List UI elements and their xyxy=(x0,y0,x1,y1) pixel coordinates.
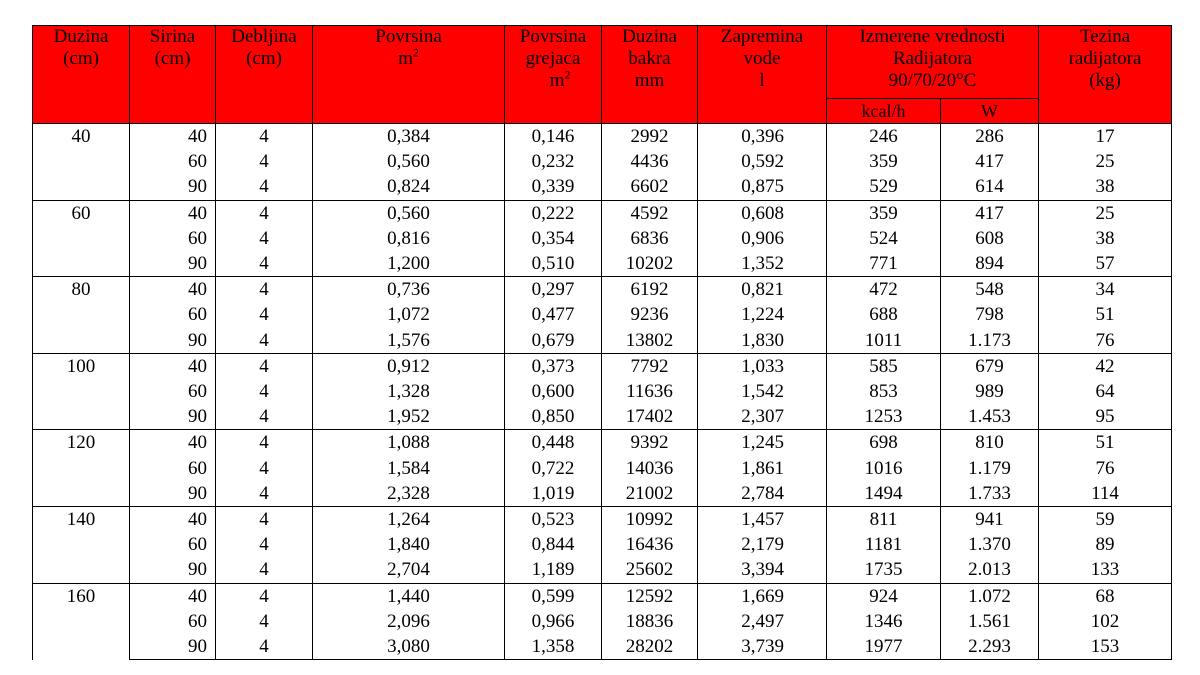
cell-sirina: 90 xyxy=(130,174,216,200)
cell-tezina: 76 xyxy=(1039,328,1172,354)
cell-sirina: 40 xyxy=(130,353,216,379)
cell-duzina-bakra: 4436 xyxy=(602,149,698,174)
cell-povrsina-grejaca: 0,232 xyxy=(505,149,602,174)
cell-w: 894 xyxy=(941,251,1039,277)
cell-sirina: 90 xyxy=(130,328,216,354)
cell-duzina-bakra: 11636 xyxy=(602,379,698,404)
cell-kcal: 853 xyxy=(827,379,941,404)
cell-tezina: 114 xyxy=(1039,481,1172,507)
cell-kcal: 585 xyxy=(827,353,941,379)
cell-kcal: 1181 xyxy=(827,532,941,557)
cell-kcal: 359 xyxy=(827,149,941,174)
cell-povrsina-grejaca: 0,222 xyxy=(505,200,602,226)
cell-debljina: 4 xyxy=(216,379,313,404)
cell-debljina: 4 xyxy=(216,149,313,174)
cell-povrsina: 0,912 xyxy=(313,353,505,379)
cell-debljina: 4 xyxy=(216,251,313,277)
cell-debljina: 4 xyxy=(216,226,313,251)
cell-zapremina-vode: 1,457 xyxy=(698,507,827,533)
cell-povrsina-grejaca: 0,448 xyxy=(505,430,602,456)
cell-tezina: 25 xyxy=(1039,149,1172,174)
cell-povrsina-grejaca: 0,844 xyxy=(505,532,602,557)
cell-povrsina: 0,736 xyxy=(313,277,505,303)
cell-tezina: 153 xyxy=(1039,634,1172,660)
cell-tezina: 38 xyxy=(1039,174,1172,200)
table-row xyxy=(33,481,1172,507)
cell-zapremina-vode: 3,739 xyxy=(698,634,827,660)
cell-duzina: 40 xyxy=(33,124,130,201)
cell-povrsina-grejaca: 0,373 xyxy=(505,353,602,379)
header-povrsina: Povrsina $m^2$ xyxy=(313,26,505,124)
cell-duzina-bakra: 7792 xyxy=(602,353,698,379)
cell-povrsina-grejaca: 0,722 xyxy=(505,456,602,481)
cell-sirina: 60 xyxy=(130,302,216,327)
cell-duzina: 160 xyxy=(33,583,130,660)
cell-sirina: 60 xyxy=(130,609,216,634)
cell-zapremina-vode: 1,033 xyxy=(698,353,827,379)
cell-sirina: 40 xyxy=(130,200,216,226)
cell-povrsina-grejaca: 0,510 xyxy=(505,251,602,277)
cell-sirina: 40 xyxy=(130,507,216,533)
table-row xyxy=(33,124,1172,150)
cell-sirina: 60 xyxy=(130,532,216,557)
cell-w: 1.072 xyxy=(941,583,1039,609)
header-povrsina-grejaca: Povrsina grejaca $m^2$ xyxy=(505,26,602,124)
cell-debljina: 4 xyxy=(216,328,313,354)
cell-sirina: 60 xyxy=(130,149,216,174)
table-row xyxy=(33,430,1172,456)
cell-zapremina-vode: 1,830 xyxy=(698,328,827,354)
cell-duzina-bakra: 9236 xyxy=(602,302,698,327)
cell-w: 2.013 xyxy=(941,557,1039,583)
table-row xyxy=(33,302,1172,327)
cell-debljina: 4 xyxy=(216,507,313,533)
cell-tezina: 102 xyxy=(1039,609,1172,634)
cell-debljina: 4 xyxy=(216,557,313,583)
header-w: W xyxy=(941,99,1039,124)
cell-kcal: 1735 xyxy=(827,557,941,583)
cell-w: 1.561 xyxy=(941,609,1039,634)
cell-kcal: 1253 xyxy=(827,404,941,430)
cell-tezina: 68 xyxy=(1039,583,1172,609)
cell-tezina: 51 xyxy=(1039,302,1172,327)
table-row xyxy=(33,609,1172,634)
cell-duzina-bakra: 13802 xyxy=(602,328,698,354)
cell-duzina-bakra: 21002 xyxy=(602,481,698,507)
header-tezina: Tezina radijatora (kg) xyxy=(1039,26,1172,124)
cell-zapremina-vode: 1,861 xyxy=(698,456,827,481)
cell-debljina: 4 xyxy=(216,430,313,456)
cell-kcal: 1016 xyxy=(827,456,941,481)
cell-kcal: 246 xyxy=(827,124,941,150)
cell-zapremina-vode: 2,307 xyxy=(698,404,827,430)
cell-w: 1.370 xyxy=(941,532,1039,557)
cell-duzina-bakra: 6836 xyxy=(602,226,698,251)
cell-duzina-bakra: 18836 xyxy=(602,609,698,634)
cell-povrsina: 1,088 xyxy=(313,430,505,456)
header-kcal: kcal/h xyxy=(827,99,941,124)
cell-duzina: 120 xyxy=(33,430,130,507)
cell-povrsina-grejaca: 0,679 xyxy=(505,328,602,354)
cell-kcal: 698 xyxy=(827,430,941,456)
cell-duzina-bakra: 17402 xyxy=(602,404,698,430)
cell-povrsina: 0,560 xyxy=(313,149,505,174)
cell-tezina: 89 xyxy=(1039,532,1172,557)
cell-tezina: 38 xyxy=(1039,226,1172,251)
table-row xyxy=(33,456,1172,481)
cell-duzina-bakra: 28202 xyxy=(602,634,698,660)
cell-sirina: 60 xyxy=(130,379,216,404)
table-row xyxy=(33,557,1172,583)
table-row xyxy=(33,328,1172,354)
table-row xyxy=(33,200,1172,226)
cell-kcal: 811 xyxy=(827,507,941,533)
cell-povrsina: 1,072 xyxy=(313,302,505,327)
cell-w: 941 xyxy=(941,507,1039,533)
cell-w: 417 xyxy=(941,149,1039,174)
cell-debljina: 4 xyxy=(216,302,313,327)
cell-povrsina: 1,952 xyxy=(313,404,505,430)
header-izmerene-vrednosti: Izmerene vrednosti Radijatora 90/70/20°C xyxy=(827,26,1039,99)
cell-tezina: 95 xyxy=(1039,404,1172,430)
cell-tezina: 34 xyxy=(1039,277,1172,303)
cell-sirina: 40 xyxy=(130,583,216,609)
cell-duzina-bakra: 9392 xyxy=(602,430,698,456)
cell-povrsina: 2,096 xyxy=(313,609,505,634)
cell-povrsina: 0,384 xyxy=(313,124,505,150)
cell-kcal: 472 xyxy=(827,277,941,303)
cell-sirina: 60 xyxy=(130,226,216,251)
radiator-spec-table xyxy=(32,25,1172,660)
cell-w: 1.179 xyxy=(941,456,1039,481)
table-row xyxy=(33,174,1172,200)
cell-debljina: 4 xyxy=(216,124,313,150)
cell-w: 679 xyxy=(941,353,1039,379)
cell-povrsina-grejaca: 0,600 xyxy=(505,379,602,404)
table-row xyxy=(33,634,1172,660)
cell-sirina: 90 xyxy=(130,634,216,660)
radiator-spec-table-container xyxy=(32,25,1171,660)
cell-sirina: 90 xyxy=(130,251,216,277)
cell-w: 798 xyxy=(941,302,1039,327)
cell-kcal: 359 xyxy=(827,200,941,226)
cell-povrsina: 1,840 xyxy=(313,532,505,557)
cell-kcal: 1977 xyxy=(827,634,941,660)
cell-w: 810 xyxy=(941,430,1039,456)
cell-zapremina-vode: 2,497 xyxy=(698,609,827,634)
cell-povrsina-grejaca: 0,966 xyxy=(505,609,602,634)
cell-w: 417 xyxy=(941,200,1039,226)
cell-debljina: 4 xyxy=(216,634,313,660)
cell-duzina-bakra: 2992 xyxy=(602,124,698,150)
cell-povrsina-grejaca: 1,358 xyxy=(505,634,602,660)
cell-sirina: 90 xyxy=(130,557,216,583)
cell-zapremina-vode: 1,224 xyxy=(698,302,827,327)
cell-povrsina: 1,328 xyxy=(313,379,505,404)
cell-povrsina: 0,560 xyxy=(313,200,505,226)
table-body xyxy=(33,124,1172,660)
cell-kcal: 524 xyxy=(827,226,941,251)
table-row xyxy=(33,532,1172,557)
header-debljina: Debljina (cm) xyxy=(216,26,313,124)
cell-duzina-bakra: 14036 xyxy=(602,456,698,481)
header-sirina: Sirina (cm) xyxy=(130,26,216,124)
cell-debljina: 4 xyxy=(216,174,313,200)
cell-duzina-bakra: 6192 xyxy=(602,277,698,303)
cell-kcal: 1346 xyxy=(827,609,941,634)
table-row xyxy=(33,226,1172,251)
cell-kcal: 688 xyxy=(827,302,941,327)
cell-w: 614 xyxy=(941,174,1039,200)
cell-kcal: 924 xyxy=(827,583,941,609)
cell-duzina: 140 xyxy=(33,507,130,584)
cell-tezina: 59 xyxy=(1039,507,1172,533)
table-row xyxy=(33,379,1172,404)
cell-w: 1.453 xyxy=(941,404,1039,430)
cell-povrsina: 1,440 xyxy=(313,583,505,609)
cell-kcal: 1011 xyxy=(827,328,941,354)
table-row xyxy=(33,277,1172,303)
cell-debljina: 4 xyxy=(216,583,313,609)
cell-povrsina-grejaca: 0,599 xyxy=(505,583,602,609)
cell-zapremina-vode: 2,179 xyxy=(698,532,827,557)
table-row xyxy=(33,251,1172,277)
cell-kcal: 771 xyxy=(827,251,941,277)
cell-debljina: 4 xyxy=(216,456,313,481)
cell-povrsina-grejaca: 0,297 xyxy=(505,277,602,303)
cell-w: 1.733 xyxy=(941,481,1039,507)
cell-zapremina-vode: 0,608 xyxy=(698,200,827,226)
cell-duzina-bakra: 16436 xyxy=(602,532,698,557)
cell-zapremina-vode: 3,394 xyxy=(698,557,827,583)
cell-zapremina-vode: 0,821 xyxy=(698,277,827,303)
cell-povrsina-grejaca: 0,339 xyxy=(505,174,602,200)
table-row xyxy=(33,507,1172,533)
cell-duzina-bakra: 25602 xyxy=(602,557,698,583)
cell-tezina: 57 xyxy=(1039,251,1172,277)
cell-tezina: 25 xyxy=(1039,200,1172,226)
cell-sirina: 40 xyxy=(130,277,216,303)
header-zapremina-vode: Zapremina vode l xyxy=(698,26,827,124)
header-duzina-bakra: Duzina bakra mm xyxy=(602,26,698,124)
cell-tezina: 133 xyxy=(1039,557,1172,583)
cell-debljina: 4 xyxy=(216,481,313,507)
cell-kcal: 529 xyxy=(827,174,941,200)
table-row xyxy=(33,583,1172,609)
cell-tezina: 64 xyxy=(1039,379,1172,404)
cell-tezina: 51 xyxy=(1039,430,1172,456)
cell-tezina: 42 xyxy=(1039,353,1172,379)
cell-sirina: 40 xyxy=(130,124,216,150)
cell-duzina-bakra: 12592 xyxy=(602,583,698,609)
cell-povrsina: 1,584 xyxy=(313,456,505,481)
cell-povrsina: 1,576 xyxy=(313,328,505,354)
cell-tezina: 17 xyxy=(1039,124,1172,150)
cell-duzina-bakra: 6602 xyxy=(602,174,698,200)
cell-povrsina-grejaca: 1,019 xyxy=(505,481,602,507)
cell-kcal: 1494 xyxy=(827,481,941,507)
cell-debljina: 4 xyxy=(216,353,313,379)
table-row xyxy=(33,353,1172,379)
cell-duzina: 100 xyxy=(33,353,130,430)
cell-povrsina-grejaca: 1,189 xyxy=(505,557,602,583)
cell-sirina: 90 xyxy=(130,404,216,430)
cell-w: 1.173 xyxy=(941,328,1039,354)
cell-povrsina: 1,200 xyxy=(313,251,505,277)
cell-povrsina: 2,328 xyxy=(313,481,505,507)
cell-zapremina-vode: 1,542 xyxy=(698,379,827,404)
cell-debljina: 4 xyxy=(216,404,313,430)
cell-debljina: 4 xyxy=(216,532,313,557)
cell-w: 286 xyxy=(941,124,1039,150)
cell-sirina: 40 xyxy=(130,430,216,456)
cell-tezina: 76 xyxy=(1039,456,1172,481)
cell-zapremina-vode: 0,875 xyxy=(698,174,827,200)
table-row xyxy=(33,149,1172,174)
cell-povrsina-grejaca: 0,850 xyxy=(505,404,602,430)
cell-povrsina: 0,816 xyxy=(313,226,505,251)
cell-povrsina: 2,704 xyxy=(313,557,505,583)
cell-povrsina: 0,824 xyxy=(313,174,505,200)
cell-duzina-bakra: 4592 xyxy=(602,200,698,226)
cell-povrsina-grejaca: 0,523 xyxy=(505,507,602,533)
cell-povrsina-grejaca: 0,477 xyxy=(505,302,602,327)
cell-zapremina-vode: 2,784 xyxy=(698,481,827,507)
cell-zapremina-vode: 0,906 xyxy=(698,226,827,251)
cell-duzina-bakra: 10202 xyxy=(602,251,698,277)
table-header xyxy=(33,26,1172,124)
cell-debljina: 4 xyxy=(216,277,313,303)
cell-w: 989 xyxy=(941,379,1039,404)
cell-zapremina-vode: 1,352 xyxy=(698,251,827,277)
cell-zapremina-vode: 0,396 xyxy=(698,124,827,150)
table-row xyxy=(33,404,1172,430)
cell-sirina: 60 xyxy=(130,456,216,481)
cell-w: 548 xyxy=(941,277,1039,303)
cell-povrsina-grejaca: 0,146 xyxy=(505,124,602,150)
cell-zapremina-vode: 0,592 xyxy=(698,149,827,174)
cell-w: 2.293 xyxy=(941,634,1039,660)
cell-povrsina: 1,264 xyxy=(313,507,505,533)
cell-debljina: 4 xyxy=(216,200,313,226)
cell-zapremina-vode: 1,669 xyxy=(698,583,827,609)
cell-duzina: 80 xyxy=(33,277,130,354)
header-duzina: Duzina (cm) xyxy=(33,26,130,124)
cell-duzina-bakra: 10992 xyxy=(602,507,698,533)
cell-w: 608 xyxy=(941,226,1039,251)
cell-debljina: 4 xyxy=(216,609,313,634)
cell-zapremina-vode: 1,245 xyxy=(698,430,827,456)
cell-sirina: 90 xyxy=(130,481,216,507)
cell-povrsina-grejaca: 0,354 xyxy=(505,226,602,251)
cell-duzina: 60 xyxy=(33,200,130,277)
cell-povrsina: 3,080 xyxy=(313,634,505,660)
